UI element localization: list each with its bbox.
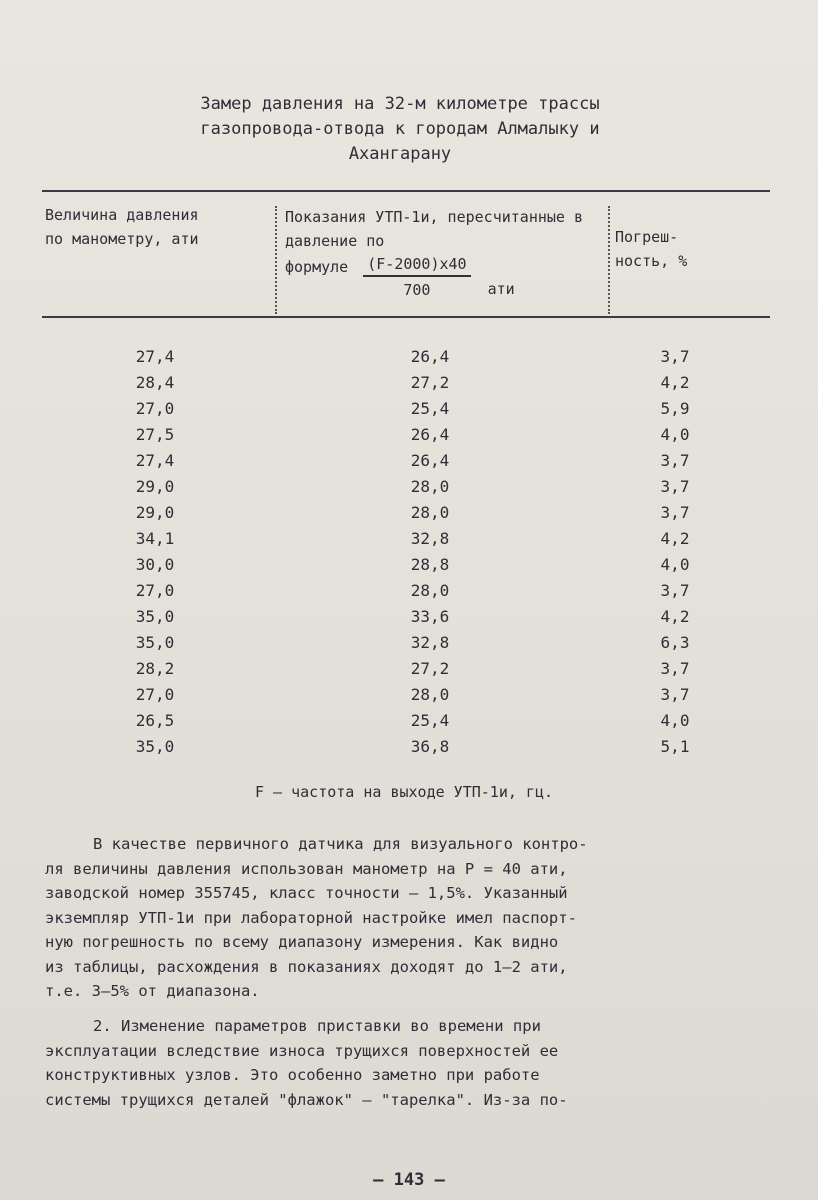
cell-gauge: 35,0 [135, 607, 175, 626]
cell-utp: 28,0 [410, 477, 450, 496]
cell-gauge: 35,0 [135, 737, 175, 756]
cell-error: 5,1 [660, 737, 690, 756]
table-row [0, 607, 818, 630]
table-row [0, 711, 818, 734]
cell-gauge: 34,1 [135, 529, 175, 548]
table-row [0, 633, 818, 656]
cell-gauge: 35,0 [135, 633, 175, 652]
cell-utp: 32,8 [410, 633, 450, 652]
cell-utp: 26,4 [410, 347, 450, 366]
cell-error: 3,7 [660, 347, 690, 366]
table-row [0, 503, 818, 526]
table-top-rule [42, 190, 770, 192]
paragraph-line: ля величины давления использован манометр на Р = 40 ати, [45, 859, 568, 878]
formula-fraction [363, 253, 470, 303]
cell-gauge: 27,0 [135, 581, 175, 600]
title-line: Замер давления на 32-м километре трассы [200, 94, 600, 114]
cell-error: 4,2 [660, 529, 690, 548]
paragraph-line: В качестве первичного датчика для визуального контро- [93, 835, 588, 853]
cell-gauge: 28,2 [135, 659, 175, 678]
paragraph-line: из таблицы, расхождения в показаниях доходят до 1–2 ати, [45, 957, 568, 976]
cell-error: 4,0 [660, 711, 690, 730]
table-row [0, 685, 818, 708]
cell-error: 5,9 [660, 399, 690, 418]
table-row [0, 347, 818, 370]
paragraph-line: экземпляр УТП-1и при лабораторной настройке имел паспорт- [45, 908, 577, 927]
table-row [0, 555, 818, 578]
cell-utp: 28,0 [410, 503, 450, 522]
paragraph-line: ную погрешность по всему диапазону измерения. Как видно [45, 933, 559, 951]
table-row [0, 737, 818, 760]
paragraph-line: системы трущихся деталей "флажок" – "тарелка". Из-за по- [45, 1090, 568, 1109]
cell-error: 4,2 [660, 607, 690, 626]
title-line: Ахангарану [348, 144, 452, 164]
cell-gauge: 28,4 [135, 373, 175, 392]
paragraph-line: заводской номер 355745, класс точности – 1,5%. Указанный [45, 884, 568, 902]
cell-error: 4,0 [660, 555, 690, 574]
cell-error: 3,7 [660, 685, 690, 704]
table-row [0, 581, 818, 604]
column-separator [275, 206, 277, 314]
body-paragraph-2 [45, 1014, 765, 1112]
table-row [0, 659, 818, 682]
cell-utp: 28,0 [410, 581, 450, 600]
paragraph-line: конструктивных узлов. Это особенно заметно при работе [45, 1066, 540, 1084]
cell-gauge: 26,5 [135, 711, 175, 730]
cell-gauge: 27,4 [135, 347, 175, 366]
table-header-rule [42, 316, 770, 318]
cell-utp: 26,4 [410, 425, 450, 444]
cell-error: 3,7 [660, 659, 690, 678]
table-title [100, 92, 700, 167]
header-text: ность, % [615, 252, 688, 270]
table-row [0, 477, 818, 500]
title-line: газопровода-отвода к городам Алмалыку и [200, 119, 600, 139]
cell-utp: 25,4 [410, 399, 450, 418]
cell-utp: 26,4 [410, 451, 450, 470]
page-number: – 143 – [373, 1170, 445, 1190]
table-row [0, 529, 818, 552]
cell-utp: 28,8 [410, 555, 450, 574]
cell-error: 4,2 [660, 373, 690, 392]
table-row [0, 451, 818, 474]
formula-denominator: 700 [403, 281, 431, 299]
table-row [0, 425, 818, 448]
cell-error: 3,7 [660, 581, 690, 600]
header-pressure-gauge [45, 203, 275, 251]
header-text: Погреш- [615, 228, 679, 246]
cell-error: 3,7 [660, 477, 690, 496]
paragraph-line: т.е. 3–5% от диапазона. [45, 982, 260, 1000]
cell-utp: 28,0 [410, 685, 450, 704]
cell-utp: 36,8 [410, 737, 450, 756]
cell-gauge: 27,0 [135, 685, 175, 704]
body-paragraph-1 [45, 832, 765, 1004]
header-formula-label: формуле [285, 258, 349, 276]
header-unit: ати [487, 280, 515, 298]
cell-error: 3,7 [660, 451, 690, 470]
cell-gauge: 30,0 [135, 555, 175, 574]
cell-error: 6,3 [660, 633, 690, 652]
header-utp-readings [285, 205, 615, 303]
header-text: Величина давления [45, 206, 199, 224]
cell-gauge: 29,0 [135, 503, 175, 522]
cell-utp: 25,4 [410, 711, 450, 730]
header-error [615, 225, 745, 273]
cell-utp: 33,6 [410, 607, 450, 626]
header-text: по манометру, ати [45, 230, 199, 248]
formula-numerator: (F-2000)x40 [363, 253, 470, 277]
column-separator [608, 206, 610, 314]
table-row [0, 399, 818, 422]
header-text: Показания УТП-1и, пересчитанные в давление по [285, 208, 584, 250]
cell-utp: 27,2 [410, 659, 450, 678]
cell-utp: 27,2 [410, 373, 450, 392]
table-row [0, 373, 818, 396]
table-footnote: F – частота на выходе УТП-1и, гц. [255, 783, 554, 801]
cell-gauge: 27,0 [135, 399, 175, 418]
cell-gauge: 27,4 [135, 451, 175, 470]
paragraph-line: эксплуатации вследствие износа трущихся поверхностей ее [45, 1041, 559, 1060]
cell-gauge: 27,5 [135, 425, 175, 444]
cell-gauge: 29,0 [135, 477, 175, 496]
cell-error: 3,7 [660, 503, 690, 522]
cell-utp: 32,8 [410, 529, 450, 548]
paragraph-line: 2. Изменение параметров приставки во времени при [93, 1017, 541, 1035]
cell-error: 4,0 [660, 425, 690, 444]
